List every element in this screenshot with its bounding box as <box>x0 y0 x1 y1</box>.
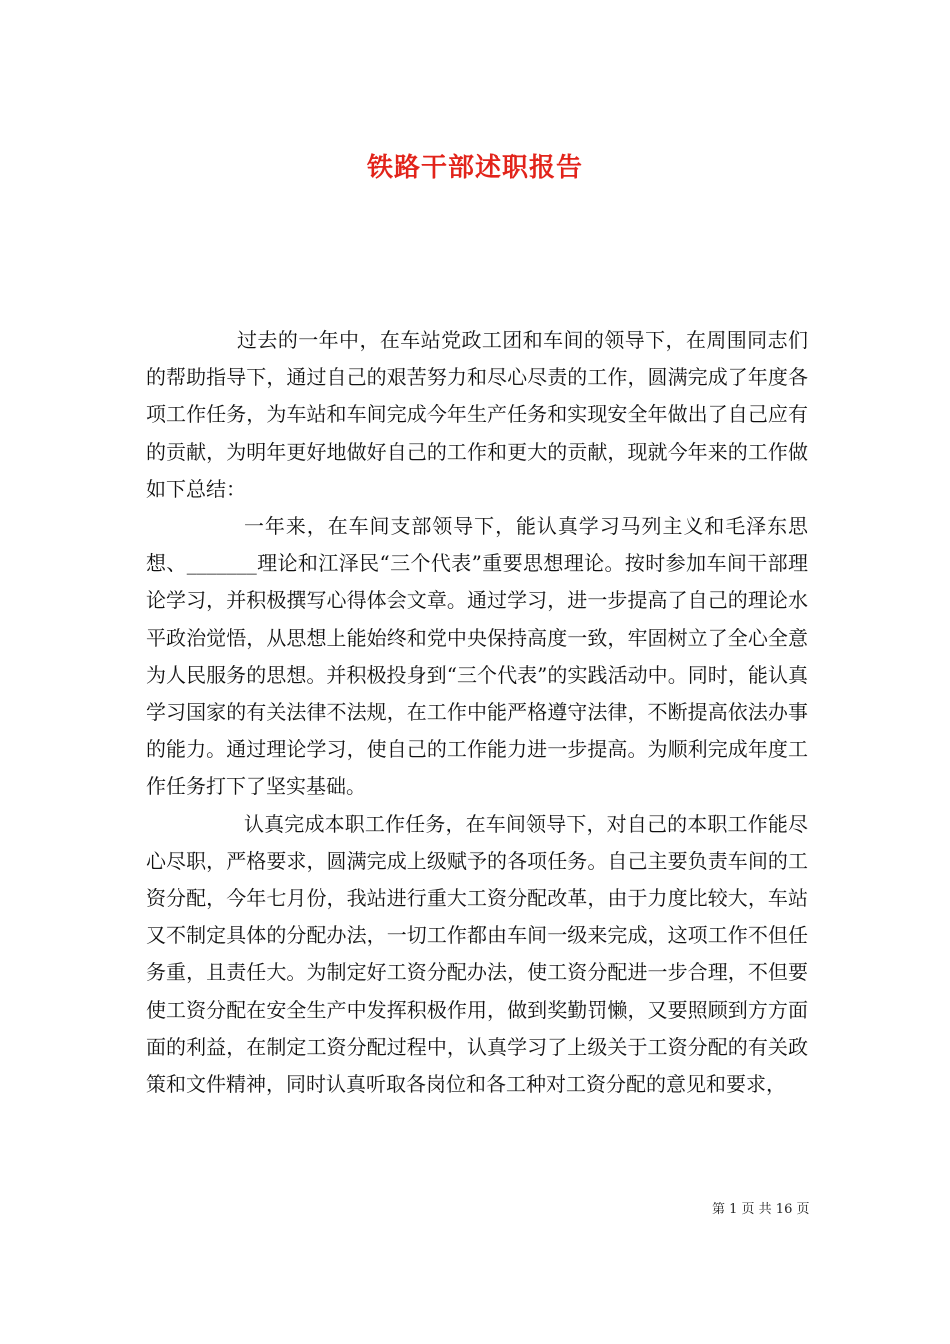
paragraph-intro: 过去的一年中，在车站党政工团和车间的领导下，在周围同志们的帮助指导下，通过自己的艰苦努力和尽心尽责的工作，圆满完成了年度各项工作任务，为车站和车间完成今年生产任务和实现安全年做出了自己应有的贡献，为明年更好地做好自己的工作和更大的贡献，现就今年来的工作做如下总结： <box>146 328 808 501</box>
paragraph-theory-study: 一年来，在车间支部领导下，能认真学习马列主义和毛泽东思想、_______理论和江泽民“三个代表”重要思想理论。按时参加车间干部理论学习，并积极撰写心得体会文章。通过学习，进一步提高了自己的理论水平政治觉悟，从思想上能始终和党中央保持高度一致，牢固树立了全心全意为人民服务的思想。并积极投身到“三个代表”的实践活动中。同时，能认真学习国家的有关法律不法规，在工作中能严格遵守法律，不断提高依法办事的能力。通过理论学习，使自己的工作能力进一步提高。为顺利完成年度工作任务打下了坚实基础。 <box>146 514 808 799</box>
document-body <box>146 322 808 1103</box>
page-number: 第 1 页 共 16 页 <box>712 1202 810 1217</box>
document-title: 铁路干部述职报告 <box>366 153 583 184</box>
paragraph-job-duties: 认真完成本职工作任务，在车间领导下，对自己的本职工作能尽心尽职，严格要求，圆满完成上级赋予的各项任务。自己主要负责车间的工资分配，今年七月份，我站进行重大工资分配改革，由于力度比较大，车站又不制定具体的分配办法，一切工作都由车间一级来完成，这项工作不但任务重，且责任大。为制定好工资分配办法，使工资分配进一步合理，不但要使工资分配在安全生产中发挥积极作用，做到奖勤罚懒，又要照顾到方方面面的利益，在制定工资分配过程中，认真学习了上级关于工资分配的有关政策和文件精神，同时认真听取各岗位和各工种对工资分配的意见和要求， <box>146 811 808 1097</box>
